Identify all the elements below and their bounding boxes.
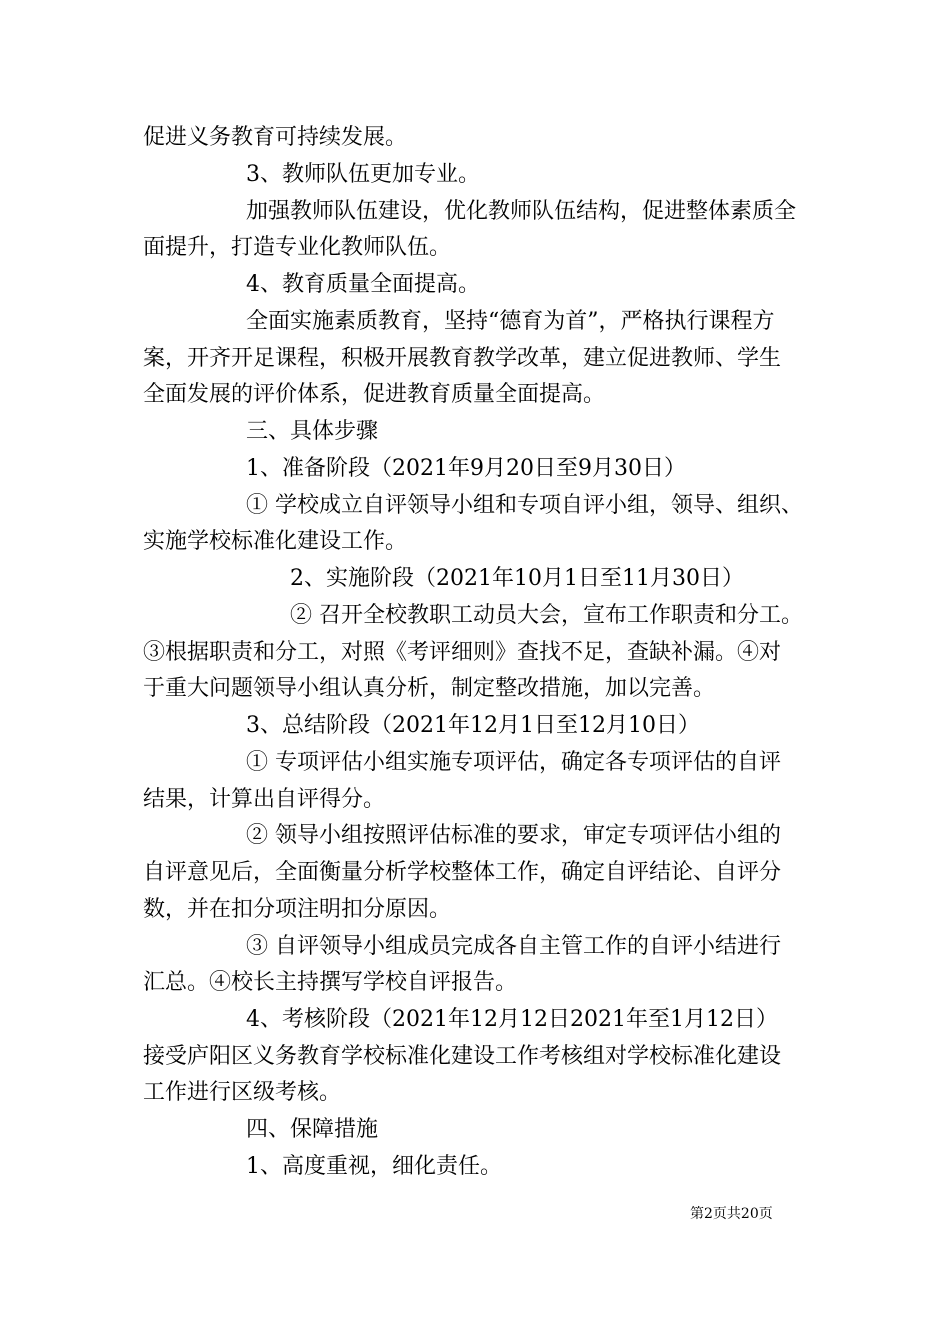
text-line-12: 实施学校标准化建设工作。 (143, 529, 408, 554)
text-line-7: 案，开齐开足课程，积极开展教育教学改革，建立促进教师、学生 (143, 346, 782, 371)
text-line-1: 促进义务教育可持续发展。 (143, 125, 408, 150)
text-line-4: 面提升，打造专业化教师队伍。 (143, 235, 452, 260)
text-line-26: 接受庐阳区义务教育学校标准化建设工作考核组对学校标准化建设 (143, 1044, 782, 1069)
text-line-13: 2、实施阶段（2021年10月1日至11月30日） (290, 566, 744, 591)
text-line-18: ① 专项评估小组实施专项评估，确定各专项评估的自评 (246, 750, 781, 775)
text-line-2: 3、教师队伍更加专业。 (246, 162, 480, 187)
text-line-21: 自评意见后，全面衡量分析学校整体工作，确定自评结论、自评分 (143, 860, 782, 885)
text-line-25: 4、考核阶段（2021年12月12日2021年至1月12日） (246, 1007, 778, 1032)
text-line-11: ① 学校成立自评领导小组和专项自评小组，领导、组织、 (246, 493, 803, 518)
text-line-28: 四、保障措施 (246, 1117, 379, 1142)
text-line-24: 汇总。④校长主持撰写学校自评报告。 (143, 970, 518, 995)
text-line-16: 于重大问题领导小组认真分析，制定整改措施，加以完善。 (143, 676, 716, 701)
text-line-14: ② 召开全校教职工动员大会，宣布工作职责和分工。 (290, 603, 803, 628)
page-footer: 第2页共20页 (690, 1206, 773, 1222)
text-line-27: 工作进行区级考核。 (143, 1080, 342, 1105)
text-line-8: 全面发展的评价体系，促进教育质量全面提高。 (143, 382, 606, 407)
text-line-29: 1、高度重视，细化责任。 (246, 1154, 502, 1179)
text-line-9: 三、具体步骤 (246, 419, 379, 444)
text-line-6: 全面实施素质教育，坚持“德育为首”，严格执行课程方 (246, 309, 775, 334)
text-line-22: 数，并在扣分项注明扣分原因。 (143, 897, 452, 922)
text-line-5: 4、教育质量全面提高。 (246, 272, 480, 297)
text-line-23: ③ 自评领导小组成员完成各自主管工作的自评小结进行 (246, 934, 781, 959)
text-line-20: ② 领导小组按照评估标准的要求，审定专项评估小组的 (246, 823, 781, 848)
text-line-10: 1、准备阶段（2021年9月20日至9月30日） (246, 456, 686, 481)
text-line-15: ③根据职责和分工，对照《考评细则》查找不足，查缺补漏。④对 (143, 640, 782, 665)
text-line-19: 结果，计算出自评得分。 (143, 787, 386, 812)
text-line-17: 3、总结阶段（2021年12月1日至12月10日） (246, 713, 700, 738)
text-line-3: 加强教师队伍建设，优化教师队伍结构，促进整体素质全 (246, 199, 797, 224)
